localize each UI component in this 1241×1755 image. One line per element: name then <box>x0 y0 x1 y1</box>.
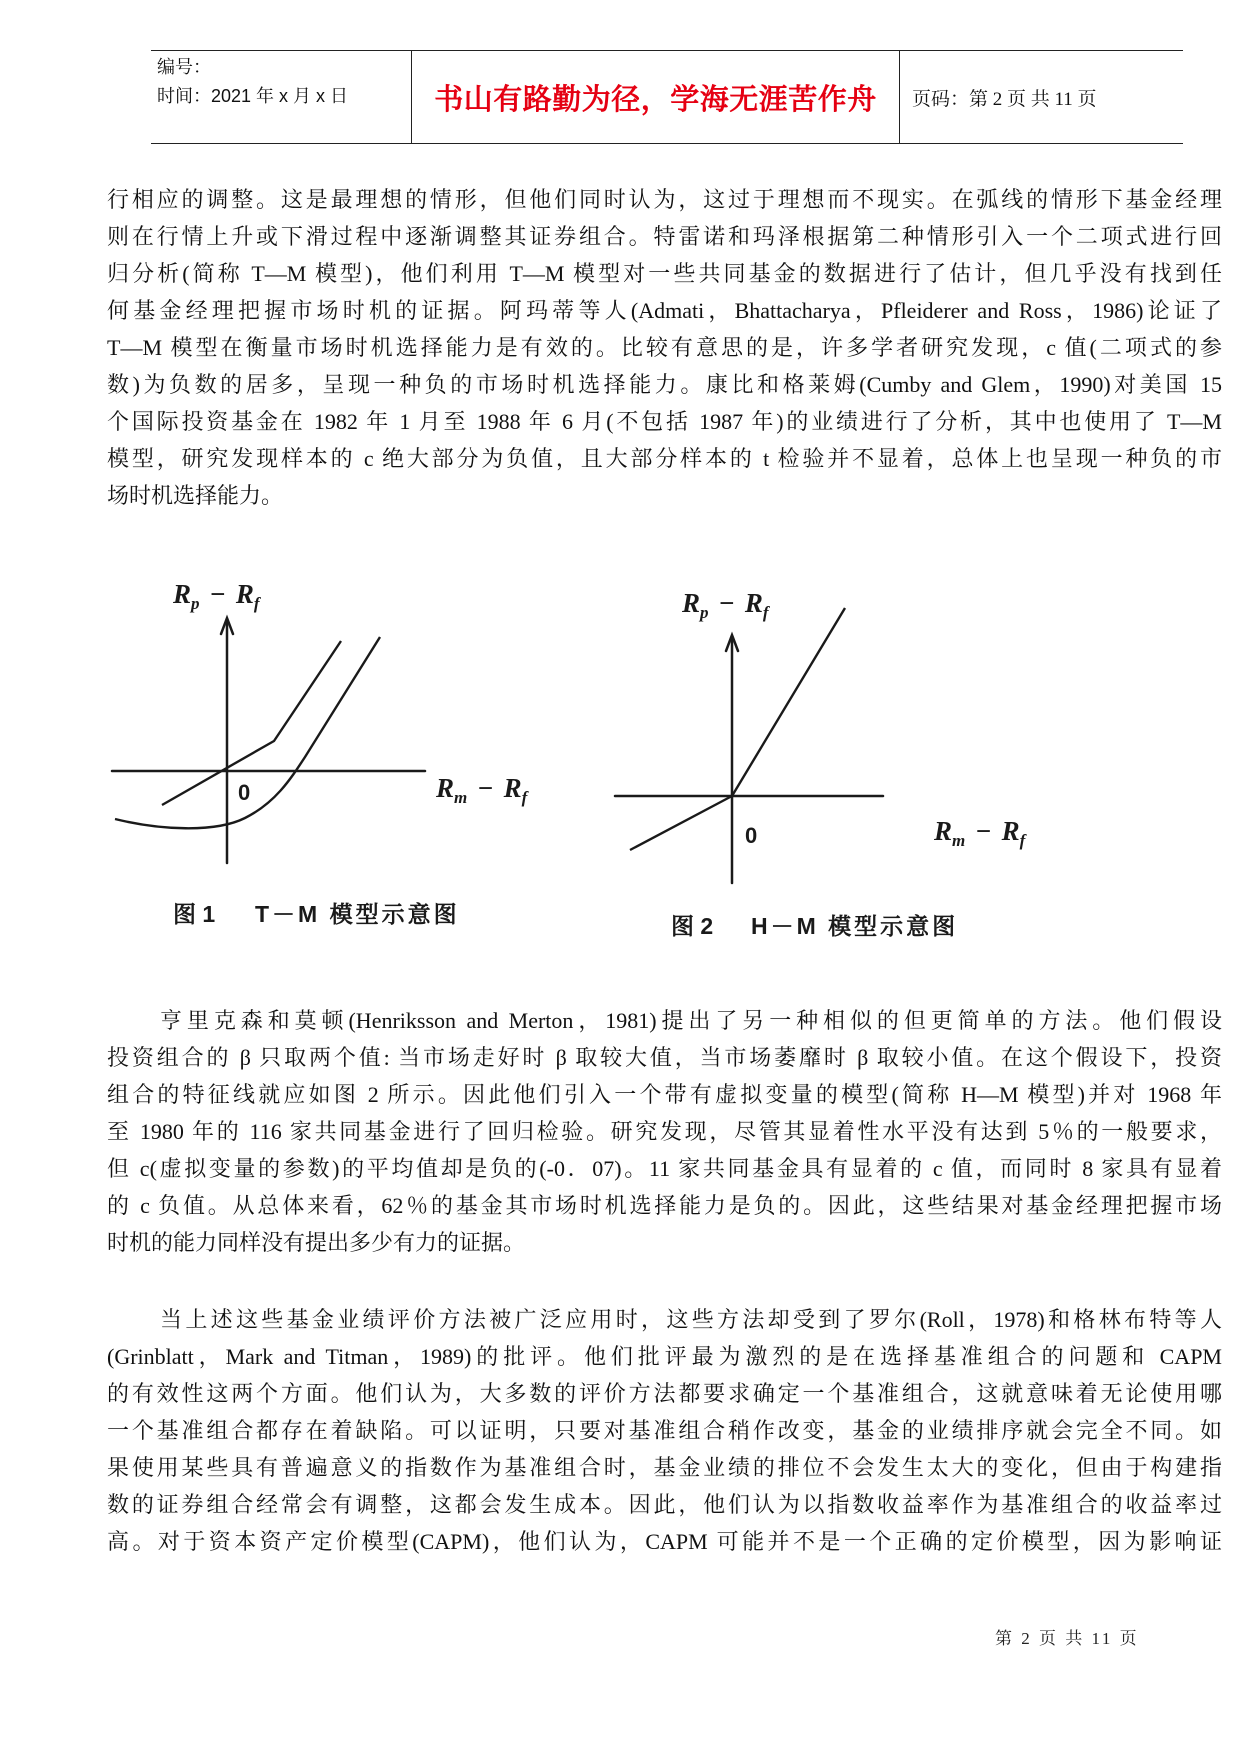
paragraph-line: T—M 模型在衡量市场时机选择能力是有效的。比较有意思的是，许多学者研究发现，c 值(二项式的参 <box>107 335 1222 360</box>
fig2-origin-label: 0 <box>745 823 758 848</box>
label-subscript: f <box>1019 831 1026 850</box>
fig2-characteristic-line <box>630 608 845 850</box>
paragraph <box>107 1301 1222 1560</box>
label-symbol: R <box>682 588 701 618</box>
label-subscript: f <box>253 594 260 613</box>
header-time-label: 时间：2021 年 x 月 x 日 <box>157 86 349 106</box>
paragraph-line: 但 c(虚拟变量的参数)的平均值却是负的(-0．07)。11 家共同基金具有显着的 c 值，而同时 8 家具有显着 <box>107 1156 1222 1181</box>
header-motto: 书山有路勤为径，学海无涯苦作舟 <box>434 83 877 116</box>
fig2-x-axis-label <box>933 816 1028 850</box>
figure-hm-model <box>615 588 1028 883</box>
label-symbol: R <box>503 773 522 803</box>
header-page-info: 页码：第 2 页 共 11 页 <box>912 88 1097 110</box>
label-symbol: R <box>934 816 953 846</box>
label-subscript: p <box>700 603 709 622</box>
label-operator: − <box>975 816 992 846</box>
paragraph-line: 何基金经理把握市场时机的证据。阿玛蒂等人(Admati，Bhattacharya，Pfleiderer and Ross，1986)论证了 <box>107 298 1222 323</box>
fig1-caption-title: T－M 模型示意图 <box>255 901 460 927</box>
label-symbol: R <box>744 588 763 618</box>
fig1-y-axis-label <box>172 579 262 613</box>
paragraph-line: 投资组合的 β 只取两个值: 当市场走好时 β 取较大值，当市场萎靡时 β 取较小值。在这个假设下，投资 <box>107 1045 1222 1070</box>
paragraph-line: 则在行情上升或下滑过程中逐渐调整其证券组合。特雷诺和玛泽根据第二种情形引入一个二项式进行回 <box>107 224 1222 249</box>
label-symbol: R <box>173 579 192 609</box>
paragraph-line: 的 c 负值。从总体来看，62％的基金其市场时机选择能力是负的。因此，这些结果对基金经理把握市场 <box>107 1193 1222 1218</box>
fig2-caption-number: 图 2 <box>671 913 714 939</box>
fig1-caption-number: 图 1 <box>173 901 216 927</box>
paragraph-line: 场时机选择能力。 <box>107 483 284 508</box>
fig1-kinked-line <box>162 641 341 805</box>
paragraph-line: 高。对于资本资产定价模型(CAPM)，他们认为，CAPM 可能并不是一个正确的定价模型，因为影响证 <box>107 1529 1222 1554</box>
paragraph-line: 个国际投资基金在 1982 年 1 月至 1988 年 6 月(不包括 1987 年)的业绩进行了分析，其中也使用了 T—M <box>107 409 1222 434</box>
paragraph-line: (Grinblatt，Mark and Titman，1989)的批评。他们批评最为激烈的是在选择基准组合的问题和 CAPM <box>107 1344 1222 1369</box>
paragraph-line: 的有效性这两个方面。他们认为，大多数的评价方法都要求确定一个基准组合，这就意味着无论使用哪 <box>107 1381 1222 1406</box>
label-operator: − <box>477 773 494 803</box>
label-symbol: R <box>1001 816 1020 846</box>
header-number-label: 编号： <box>157 57 211 77</box>
paragraph <box>107 181 1222 514</box>
label-subscript: f <box>521 788 528 807</box>
paragraph-line: 至 1980 年的 116 家共同基金进行了回归检验。研究发现，尽管其显着性水平没有达到 5％的一般要求， <box>107 1119 1222 1144</box>
figure-tm-model <box>112 579 530 863</box>
paragraph-line: 模型，研究发现样本的 c 绝大部分为负值，且大部分样本的 t 检验并不显着，总体上也呈现一种负的市 <box>107 446 1222 471</box>
header-meta-cell <box>151 51 411 143</box>
label-symbol: R <box>436 773 455 803</box>
paragraph-line: 亨里克森和莫顿(Henriksson and Merton，1981)提出了另一种相似的但更简单的方法。他们假设 <box>160 1008 1222 1033</box>
header-page-cell <box>899 51 1183 143</box>
paragraph-line: 数的证券组合经常会有调整，这都会发生成本。因此，他们认为以指数收益率作为基准组合的收益率过 <box>107 1492 1222 1517</box>
label-subscript: f <box>762 603 769 622</box>
paragraph-line: 组合的特征线就应如图 2 所示。因此他们引入一个带有虚拟变量的模型(简称 H—M 模型)并对 1968 年 <box>107 1082 1222 1107</box>
document-header <box>151 50 1183 144</box>
label-operator: − <box>209 579 226 609</box>
paragraph-line: 时机的能力同样没有提出多少有力的证据。 <box>107 1230 526 1255</box>
paragraph-line: 行相应的调整。这是最理想的情形，但他们同时认为，这过于理想而不现实。在弧线的情形下基金经理 <box>107 187 1222 212</box>
fig1-x-axis-label <box>435 773 530 807</box>
header-motto-cell <box>411 51 899 143</box>
label-subscript: m <box>454 788 468 807</box>
fig1-origin-label: 0 <box>238 780 251 805</box>
fig2-caption-title: H－M 模型示意图 <box>751 913 959 939</box>
label-subscript: m <box>952 831 966 850</box>
label-subscript: p <box>191 594 200 613</box>
paragraph-line: 数)为负数的居多，呈现一种负的市场时机选择能力。康比和格莱姆(Cumby and Glem，1990)对美国 15 <box>107 372 1222 397</box>
label-symbol: R <box>235 579 254 609</box>
paragraph-line: 当上述这些基金业绩评价方法被广泛应用时，这些方法却受到了罗尔(Roll，1978)和格林布特等人 <box>160 1307 1222 1332</box>
footer-page-number: 第 2 页 共 11 页 <box>995 1629 1140 1648</box>
paragraph-line: 归分析(简称 T—M 模型)，他们利用 T—M 模型对一些共同基金的数据进行了估计，但几乎没有找到任 <box>107 261 1222 286</box>
paragraph-line: 果使用某些具有普遍意义的指数作为基准组合时，基金业绩的排位不会发生太大的变化，但由于构建指 <box>107 1455 1222 1480</box>
paragraph <box>107 1002 1222 1261</box>
fig2-y-axis-label <box>681 588 771 622</box>
label-operator: − <box>718 588 735 618</box>
paragraph-line: 一个基准组合都存在着缺陷。可以证明，只要对基准组合稍作改变，基金的业绩排序就会完全不同。如 <box>107 1418 1222 1443</box>
